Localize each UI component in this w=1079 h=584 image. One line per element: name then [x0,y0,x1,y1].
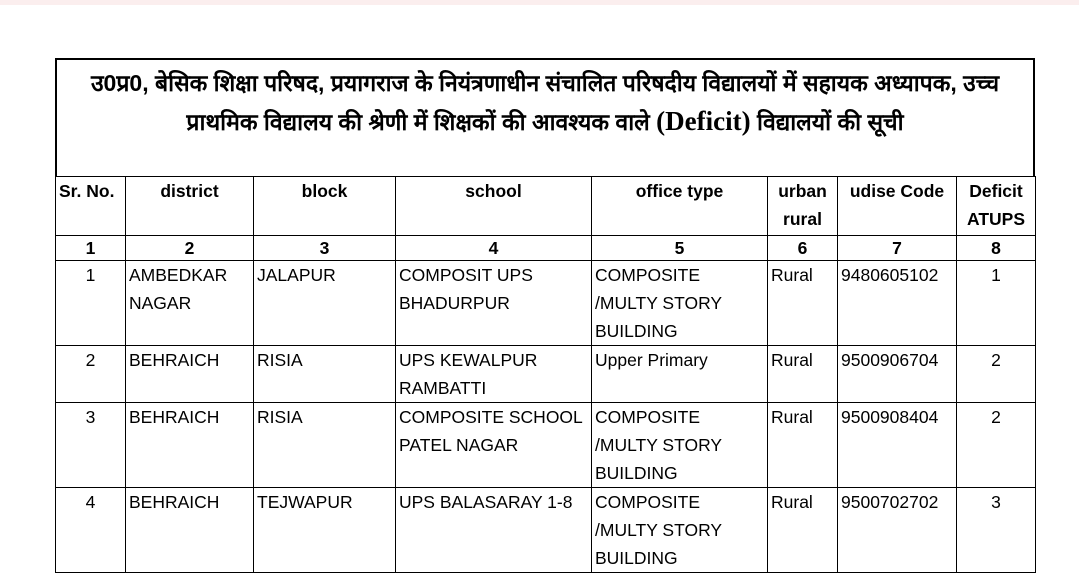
table-cell: 4 [56,488,126,573]
column-header: block [254,177,396,236]
table-cell: COMPOSITE SCHOOL PATEL NAGAR [396,403,592,488]
table-row [56,403,1036,488]
column-number: 8 [957,236,1036,261]
column-header: office type [592,177,768,236]
table-cell: 1 [56,261,126,346]
column-header: urban rural [768,177,838,236]
column-number: 4 [396,236,592,261]
title-text: उ0प्र0, बेसिक शिक्षा परिषद, प्रयागराज के नियंत्रणाधीन संचालित परिषदीय विद्यालयों में सहायक अध्यापक, उच्च प्राथमिक विद्यालय की श्रेणी में शिक्षकों की आवश्यक वाले [90,70,1000,135]
table-cell: 2 [957,403,1036,488]
table-cell: Upper Primary [592,346,768,403]
title-text-end: विद्यालयों की सूची [756,109,904,135]
column-number: 6 [768,236,838,261]
table-row [56,488,1036,573]
table-cell: 9500702702 [838,488,957,573]
table-cell: 1 [957,261,1036,346]
table-cell: RISIA [254,346,396,403]
table-cell: 9500908404 [838,403,957,488]
table-cell: COMPOSITE /MULTY STORY BUILDING [592,261,768,346]
table-cell: 9480605102 [838,261,957,346]
table-row [56,261,1036,346]
table-cell: 2 [957,346,1036,403]
column-number: 2 [126,236,254,261]
table-cell: RISIA [254,403,396,488]
table-cell: COMPOSITE /MULTY STORY BUILDING [592,488,768,573]
table-cell: AMBEDKAR NAGAR [126,261,254,346]
column-header: Deficit ATUPS [957,177,1036,236]
schools-table [55,176,1036,573]
table-cell: Rural [768,403,838,488]
table-cell: UPS KEWALPUR RAMBATTI [396,346,592,403]
table-row [56,346,1036,403]
column-header: udise Code [838,177,957,236]
table-cell: TEJWAPUR [254,488,396,573]
table-cell: UPS BALASARAY 1-8 [396,488,592,573]
table-cell: 2 [56,346,126,403]
column-number: 5 [592,236,768,261]
column-header: Sr. No. [56,177,126,236]
table-cell: 3 [56,403,126,488]
column-header: school [396,177,592,236]
table-cell: COMPOSITE /MULTY STORY BUILDING [592,403,768,488]
table-cell: Rural [768,261,838,346]
top-band [0,0,1079,5]
column-number: 3 [254,236,396,261]
column-number: 1 [56,236,126,261]
column-number: 7 [838,236,957,261]
document-title [55,58,1035,176]
table-cell: Rural [768,488,838,573]
table-cell: 3 [957,488,1036,573]
table-cell: COMPOSIT UPS BHADURPUR [396,261,592,346]
table-cell: 9500906704 [838,346,957,403]
table-cell: BEHRAICH [126,488,254,573]
document-table [55,58,1035,573]
table-cell: BEHRAICH [126,346,254,403]
table-cell: JALAPUR [254,261,396,346]
table-cell: BEHRAICH [126,403,254,488]
title-deficit: (Deficit) [656,106,751,136]
table-cell: Rural [768,346,838,403]
column-header: district [126,177,254,236]
